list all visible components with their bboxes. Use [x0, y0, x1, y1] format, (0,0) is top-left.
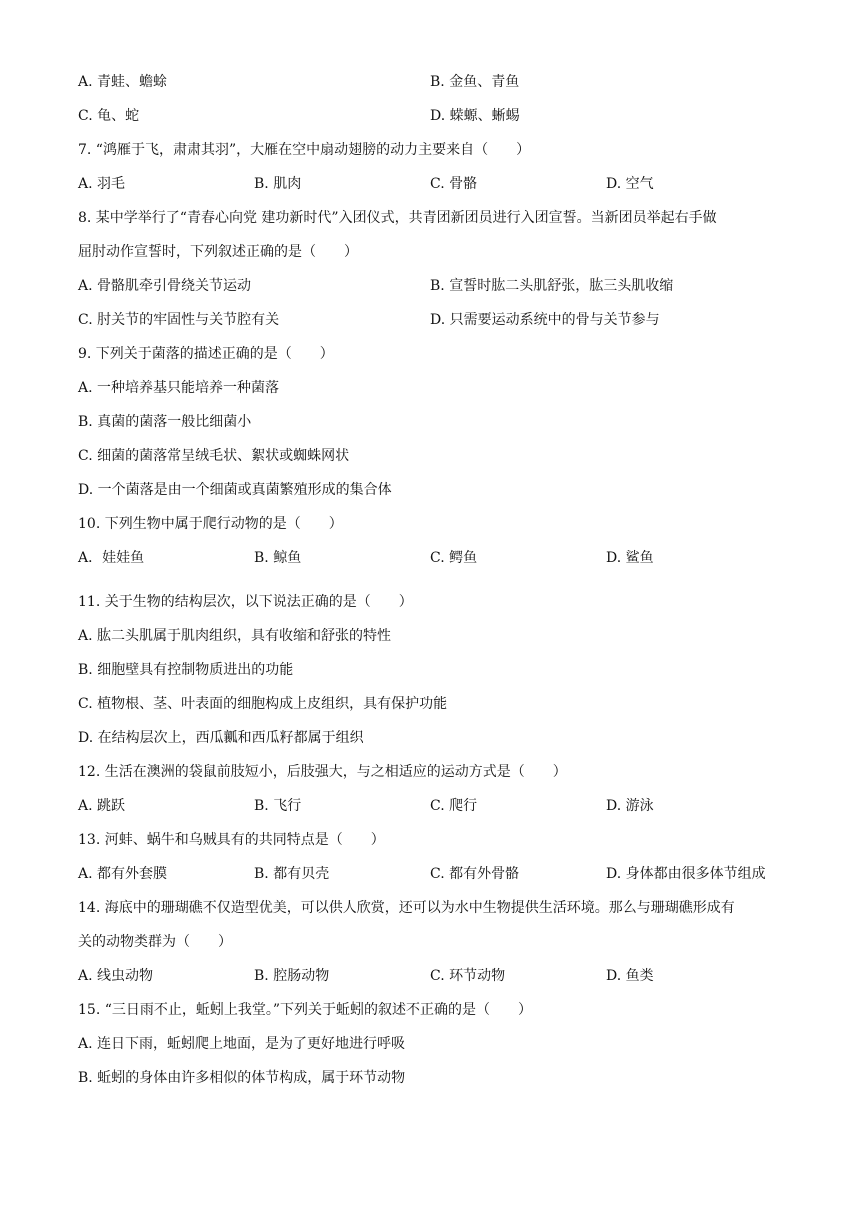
q11-stem: 11. 关于生物的结构层次，以下说法正确的是（ ） [78, 594, 413, 610]
q9-stem: 9. 下列关于菌落的描述正确的是（ ） [78, 346, 334, 362]
q7-option-d: D. 空气 [606, 176, 654, 192]
q14-stem-line2: 关的动物类群为（ ） [78, 934, 232, 950]
q7-option-a: A. 羽毛 [78, 176, 126, 192]
q9-option-d: D. 一个菌落是由一个细菌或真菌繁殖形成的集合体 [78, 482, 392, 498]
q15-stem: 15. “三日雨不止，蚯蚓上我堂。”下列关于蚯蚓的叙述不正确的是（ ） [78, 1002, 533, 1018]
q9-option-a: A. 一种培养基只能培养一种菌落 [78, 380, 280, 396]
q10-option-b: B. 鲸鱼 [254, 550, 302, 566]
q12-option-a: A. 跳跃 [78, 798, 126, 814]
q6-option-a: A. 青蛙、蟾蜍 [78, 74, 168, 90]
q12-option-c: C. 爬行 [430, 798, 478, 814]
q8-option-b: B. 宣誓时肱二头肌舒张，肱三头肌收缩 [430, 278, 674, 294]
q6-option-d: D. 蝾螈、蜥蜴 [430, 108, 520, 124]
q10-option-c: C. 鳄鱼 [430, 550, 478, 566]
q12-stem: 12. 生活在澳洲的袋鼠前肢短小，后肢强大，与之相适应的运动方式是（ ） [78, 764, 567, 780]
q8-stem-line2: 屈肘动作宣誓时，下列叙述正确的是（ ） [78, 244, 358, 260]
q8-option-c: C. 肘关节的牢固性与关节腔有关 [78, 312, 280, 328]
q11-option-b: B. 细胞壁具有控制物质进出的功能 [78, 662, 294, 678]
q8-stem-line1: 8. 某中学举行了“青春心向党 建功新时代”入团仪式，共青团新团员进行入团宣誓。当新团员举起右手做 [78, 210, 717, 226]
q15-option-a: A. 连日下雨，蚯蚓爬上地面，是为了更好地进行呼吸 [78, 1036, 406, 1052]
q14-option-b: B. 腔肠动物 [254, 968, 330, 984]
q12-option-d: D. 游泳 [606, 798, 654, 814]
q10-option-a: A．娃娃鱼 [78, 550, 145, 566]
q8-option-d: D. 只需要运动系统中的骨与关节参与 [430, 312, 660, 328]
q12-option-b: B. 飞行 [254, 798, 302, 814]
q14-stem-line1: 14. 海底中的珊瑚礁不仅造型优美，可以供人欣赏，还可以为水中生物提供生活环境。那么与珊瑚礁形成有 [78, 900, 735, 916]
q9-option-b: B. 真菌的菌落一般比细菌小 [78, 414, 252, 430]
q9-option-c: C. 细菌的菌落常呈绒毛状、絮状或蜘蛛网状 [78, 448, 350, 464]
q13-option-b: B. 都有贝壳 [254, 866, 330, 882]
q11-option-a: A. 肱二头肌属于肌肉组织，具有收缩和舒张的特性 [78, 628, 392, 644]
q7-stem: 7. “鸿雁于飞，肃肃其羽”，大雁在空中扇动翅膀的动力主要来自（ ） [78, 142, 531, 158]
q13-option-a: A. 都有外套膜 [78, 866, 168, 882]
q13-option-c: C. 都有外骨骼 [430, 866, 520, 882]
q8-option-a: A. 骨骼肌牵引骨绕关节运动 [78, 278, 252, 294]
q11-option-c: C. 植物根、茎、叶表面的细胞构成上皮组织，具有保护功能 [78, 696, 448, 712]
q13-stem: 13. 河蚌、蜗牛和乌贼具有的共同特点是（ ） [78, 832, 385, 848]
q7-option-c: C. 骨骼 [430, 176, 478, 192]
q7-option-b: B. 肌肉 [254, 176, 302, 192]
q6-option-c: C. 龟、蛇 [78, 108, 140, 124]
q13-option-d: D. 身体都由很多体节组成 [606, 866, 766, 882]
q14-option-d: D. 鱼类 [606, 968, 654, 984]
q10-stem: 10. 下列生物中属于爬行动物的是（ ） [78, 516, 343, 532]
q14-option-a: A. 线虫动物 [78, 968, 154, 984]
q14-option-c: C. 环节动物 [430, 968, 506, 984]
q10-option-d: D. 鲨鱼 [606, 550, 654, 566]
q11-option-d: D. 在结构层次上，西瓜瓤和西瓜籽都属于组织 [78, 730, 364, 746]
q15-option-b: B. 蚯蚓的身体由许多相似的体节构成，属于环节动物 [78, 1070, 406, 1086]
q6-option-b: B. 金鱼、青鱼 [430, 74, 520, 90]
